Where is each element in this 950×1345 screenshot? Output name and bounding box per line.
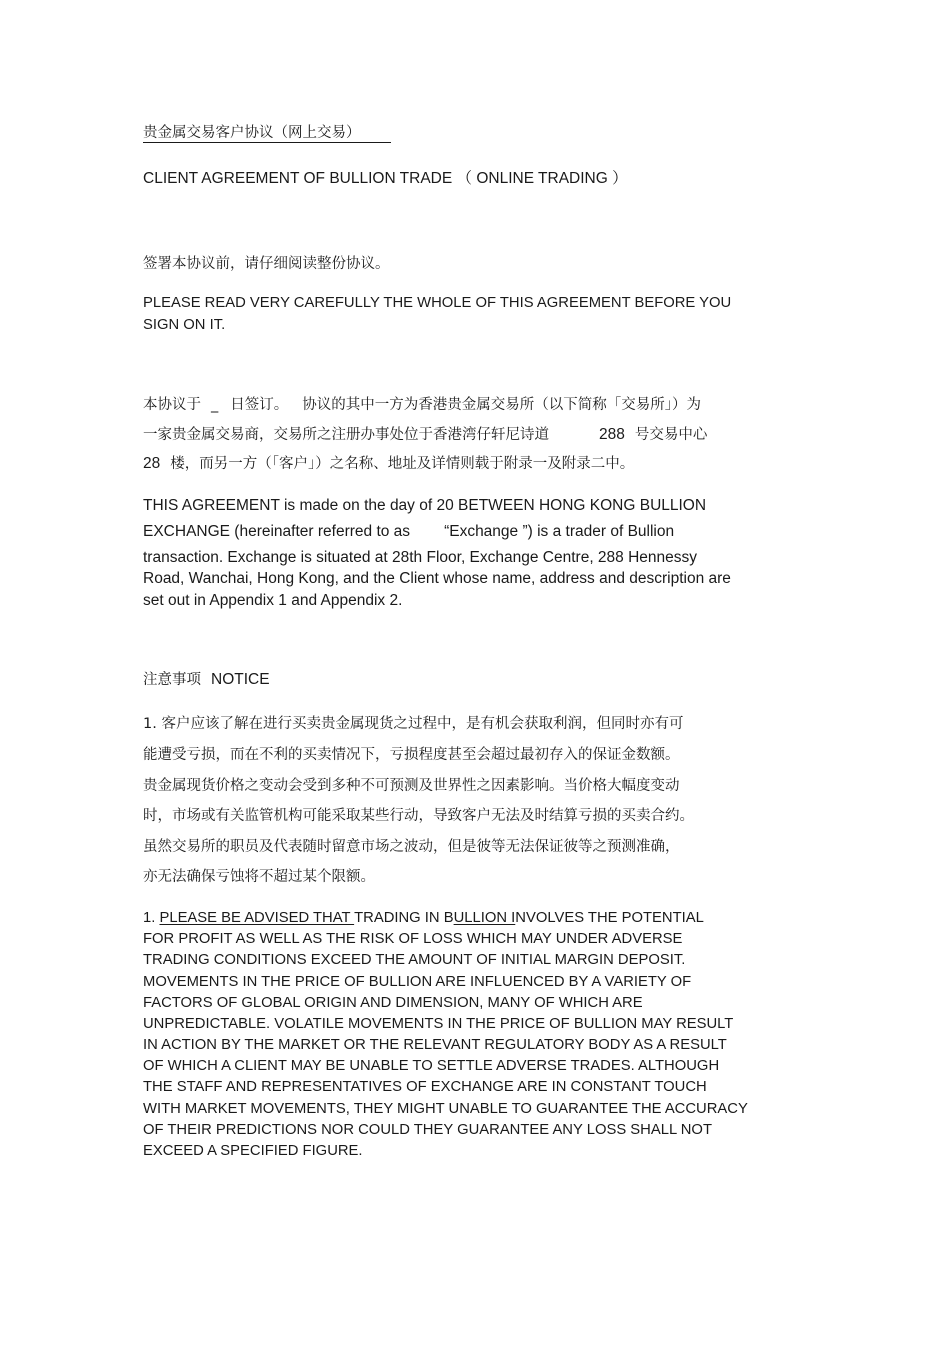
intro-zh-party-text: 协议的其中一方为香港贵金属交易所（以下简称「交易所」）为 bbox=[302, 397, 701, 413]
clause1-en-line-3: TRADING CONDITIONS EXCEED THE AMOUNT OF INITIAL MARGIN DEPOSIT. bbox=[143, 952, 686, 968]
clause1-en-involves-text: NVOLVES THE POTENTIAL bbox=[515, 910, 704, 926]
clause1-en-bullion-underlined: ULLION I bbox=[453, 910, 516, 926]
clause1-en-line-7: IN ACTION BY THE MARKET OR THE RELEVANT REGULATORY BODY AS A RESULT bbox=[143, 1037, 727, 1053]
intro-en-line-3: transaction. Exchange is situated at 28th Floor, Exchange Centre, 288 Hennessy bbox=[143, 549, 698, 566]
clause1-zh-line-4: 时，市场或有关监管机构可能采取某些行动，导致客户无法及时结算亏损的买卖合约。 bbox=[143, 808, 694, 824]
clause1-zh-line-5: 虽然交易所的职员及代表随时留意市场之波动，但是彼等无法保证彼等之预测准确， bbox=[143, 839, 680, 855]
section-heading-notice bbox=[143, 670, 270, 690]
clause1-en-line-6: UNPREDICTABLE. VOLATILE MOVEMENTS IN THE PRICE OF BULLION MAY RESULT bbox=[143, 1016, 734, 1032]
intro-en-hereinafter: EXCHANGE (hereinafter referred to as bbox=[143, 523, 411, 540]
intro-zh-line-3 bbox=[143, 454, 634, 474]
section-heading-en: NOTICE bbox=[211, 671, 270, 688]
intro-en-line-1: THIS AGREEMENT is made on the day of 20 BETWEEN HONG KONG BULLION bbox=[143, 497, 707, 514]
clause1-en-line-1 bbox=[143, 908, 704, 928]
intro-en-line-2 bbox=[143, 522, 674, 542]
clause1-en-number: 1. bbox=[143, 910, 156, 926]
clause1-zh-line-6: 亦无法确保亏蚀将不超过某个限额。 bbox=[143, 869, 375, 885]
clause1-en-trading-text: TRADING IN B bbox=[354, 910, 454, 926]
read-notice-zh: 签署本协议前，请仔细阅读整份协议。 bbox=[143, 256, 390, 272]
read-notice-en-line-2: SIGN ON IT. bbox=[143, 317, 226, 333]
intro-en-line-4: Road, Wanchai, Hong Kong, and the Client whose name, address and description are bbox=[143, 570, 731, 587]
intro-en-exchange-quote: “Exchange ” bbox=[444, 523, 528, 540]
clause1-en-line-10: WITH MARKET MOVEMENTS, THEY MIGHT UNABLE TO GUARANTEE THE ACCURACY bbox=[143, 1101, 748, 1117]
section-heading-zh: 注意事项 bbox=[143, 672, 201, 688]
intro-zh-street-number: 288 bbox=[599, 426, 625, 443]
intro-zh-date-prefix: 本协议于 bbox=[143, 397, 201, 413]
intro-zh-building: 号交易中心 bbox=[634, 427, 708, 443]
clause1-en-line-5: FACTORS OF GLOBAL ORIGIN AND DIMENSION, MANY OF WHICH ARE bbox=[143, 995, 643, 1011]
intro-zh-address-text: 一家贵金属交易商，交易所之注册办事处位于香港湾仔轩尼诗道 bbox=[143, 427, 549, 443]
intro-en-line-5: set out in Appendix 1 and Appendix 2. bbox=[143, 592, 403, 609]
clause1-zh-line-3: 贵金属现货价格之变动会受到多种不可预测及世界性之因素影响。当价格大幅度变动 bbox=[143, 778, 680, 794]
read-notice-en-line-1: PLEASE READ VERY CAREFULLY THE WHOLE OF THIS AGREEMENT BEFORE YOU bbox=[143, 295, 732, 311]
document-title-en: CLIENT AGREEMENT OF BULLION TRADE （ ONLINE TRADING ） bbox=[143, 170, 628, 187]
clause1-en-line-12: EXCEED A SPECIFIED FIGURE. bbox=[143, 1143, 363, 1159]
clause1-en-line-8: OF WHICH A CLIENT MAY BE UNABLE TO SETTLE ADVERSE TRADES. ALTHOUGH bbox=[143, 1058, 720, 1074]
intro-zh-date-blank: _ bbox=[211, 397, 219, 413]
clause1-en-line-9: THE STAFF AND REPRESENTATIVES OF EXCHANGE ARE IN CONSTANT TOUCH bbox=[143, 1079, 707, 1095]
clause1-en-line-2: FOR PROFIT AS WELL AS THE RISK OF LOSS WHICH MAY UNDER ADVERSE bbox=[143, 931, 683, 947]
document-title-zh: 贵金属交易客户协议（网上交易） bbox=[143, 124, 391, 143]
clause1-en-line-11: OF THEIR PREDICTIONS NOR COULD THEY GUARANTEE ANY LOSS SHALL NOT bbox=[143, 1122, 712, 1138]
clause1-zh-line-2: 能遭受亏损，而在不利的买卖情况下，亏损程度甚至会超过最初存入的保证金数额。 bbox=[143, 747, 680, 763]
intro-zh-date-suffix: 日签订。 bbox=[230, 397, 289, 413]
clause1-en-line-4: MOVEMENTS IN THE PRICE OF BULLION ARE INFLUENCED BY A VARIETY OF bbox=[143, 974, 692, 990]
intro-zh-client-text: 楼，而另一方（「客户」）之名称、地址及详情则载于附录一及附录二中。 bbox=[170, 456, 635, 472]
intro-en-trader-text: ) is a trader of Bullion bbox=[527, 523, 675, 540]
clause1-en-advised-underlined: PLEASE BE ADVISED THAT bbox=[159, 910, 355, 926]
clause1-zh-line-1: 1. 客户应该了解在进行买卖贵金属现货之过程中，是有机会获取利润，但同时亦有可 bbox=[143, 716, 684, 732]
intro-zh-line-1 bbox=[143, 395, 701, 415]
intro-zh-floor-number: 28 bbox=[143, 455, 161, 472]
intro-zh-line-2 bbox=[143, 425, 707, 445]
